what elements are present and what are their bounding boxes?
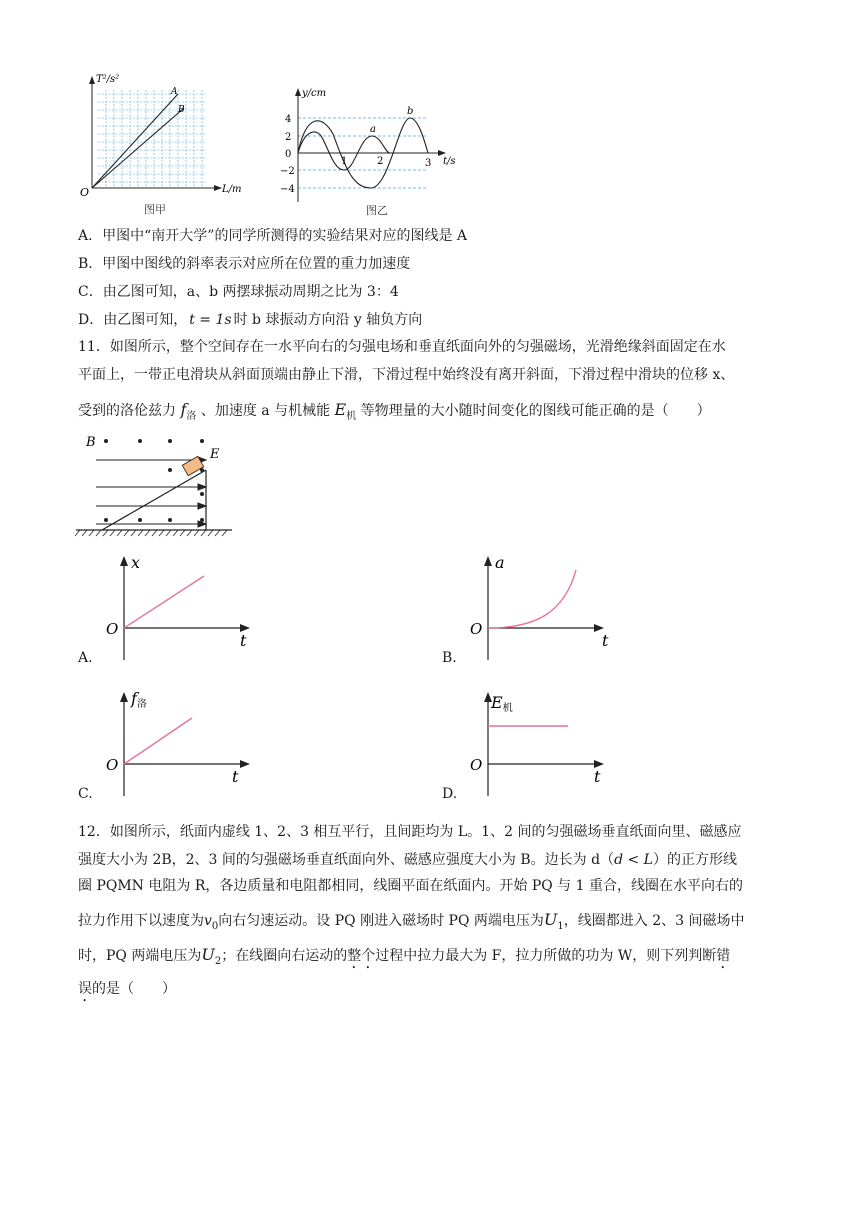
graph-d-option[interactable]: D.	[442, 786, 458, 802]
graph-a	[100, 552, 260, 662]
jia-origin: O	[80, 186, 90, 199]
jia-label-a: A	[171, 87, 178, 97]
jia-caption: 图甲	[144, 203, 166, 216]
graph-a-option[interactable]: A.	[78, 650, 93, 666]
q12-line6: 误的是（ ）	[78, 981, 176, 997]
graph-c-option[interactable]: C.	[78, 786, 93, 802]
yi-y-label: y/cm	[302, 88, 327, 99]
graph-b	[464, 552, 624, 662]
svg-text:O: O	[106, 620, 119, 638]
q12-line2: 强度大小为 2B，2、3 间的匀强磁场垂直纸面向外、磁感应强度大小为 B。边长为 d（d < L）的正方形线	[78, 852, 737, 868]
yi-label-b: b	[407, 106, 414, 117]
svg-text:O: O	[470, 620, 483, 638]
grid	[98, 90, 206, 188]
yi-tick-x1: 1	[341, 156, 348, 167]
svg-text:a: a	[495, 553, 505, 572]
svg-text:E机: E机	[491, 693, 513, 714]
scene-label-b: B	[86, 435, 96, 450]
q11-line2: 平面上，一带正电滑块从斜面顶端由静止下滑，下滑过程中始终没有离开斜面，下滑过程中滑块的位移 x、	[78, 367, 735, 383]
q10-option-b: B．甲图中图线的斜率表示对应所在位置的重力加速度	[78, 256, 411, 272]
yi-tick-2: 2	[285, 132, 292, 143]
graph-b-option[interactable]: B.	[442, 650, 457, 666]
jia-x-label: L/m	[222, 184, 242, 195]
q11-line3: 受到的洛伦兹力 $f_洛$ 、加速度 a 与机械能 $E_机$ 等物理量的大小随时间变化的图线可能正确的是（ ）	[78, 400, 711, 422]
svg-text:t: t	[602, 631, 609, 650]
graph-c	[100, 688, 260, 798]
svg-text:t: t	[232, 767, 239, 786]
q12-line5: 时，PQ 两端电压为$U_2$；在线圈向右运动的整个过程中拉力最大为 F，拉力所做的功为 W，则下列判断错	[78, 945, 731, 967]
q12-line3: 圈 PQMN 电阻为 R，各边质量和电阻都相同，线圈平面在纸面内。开始 PQ 与 1 重合，线圈在水平向右的	[78, 878, 743, 894]
figure-jia	[70, 70, 260, 220]
formula-t: t = 1s	[189, 312, 232, 328]
graph-a-line	[124, 576, 204, 628]
graph-d	[464, 688, 624, 798]
q10-option-a: A．甲图中“南开大学”的同学所测得的实验结果对应的图线是 A	[78, 228, 467, 244]
svg-text:t: t	[240, 631, 247, 650]
svg-text:O: O	[470, 756, 483, 774]
q12-line1: 12．如图所示，纸面内虚线 1、2、3 相互平行，且间距均为 L。1、2 间的匀强磁场垂直纸面向里、磁感应	[78, 824, 742, 840]
jia-label-b: B	[178, 105, 185, 115]
yi-x-label: t/s	[443, 156, 456, 167]
q12-line4: 拉力作用下以速度为$v_0$向右匀速运动。设 PQ 刚进入磁场时 PQ 两端电压为$U_1$，线圈都进入 2、3 间磁场中	[78, 910, 745, 932]
yi-tick-m2: −2	[280, 166, 295, 177]
q10-option-c: C．由乙图可知，a、b 两摆球振动周期之比为 3：4	[78, 284, 399, 300]
yi-label-a: a	[370, 124, 376, 135]
jia-y-label: T²/s²	[96, 74, 120, 85]
svg-text:x: x	[131, 553, 141, 572]
svg-text:t: t	[594, 767, 601, 786]
svg-text:O: O	[106, 756, 119, 774]
yi-tick-x2: 2	[377, 156, 384, 167]
yi-tick-x3: 3	[425, 158, 432, 169]
scene-label-e: E	[210, 447, 220, 462]
q11-line1: 11．如图所示，整个空间存在一水平向右的匀强电场和垂直纸面向外的匀强磁场，光滑绝缘斜面固定在水	[78, 339, 726, 355]
yi-tick-m4: −4	[280, 184, 295, 195]
yi-tick-4: 4	[285, 114, 292, 125]
q11-scene	[72, 432, 242, 542]
yi-caption: 图乙	[366, 204, 388, 217]
yi-tick-0: 0	[285, 149, 292, 160]
figure-yi	[278, 84, 468, 220]
graph-b-curve	[488, 570, 576, 628]
graph-c-line	[124, 718, 192, 764]
q10-option-d: D．由乙图可知， t = 1s 时 b 球振动方向沿 y 轴负方向	[78, 312, 423, 328]
svg-text:f洛: f洛	[131, 689, 147, 710]
